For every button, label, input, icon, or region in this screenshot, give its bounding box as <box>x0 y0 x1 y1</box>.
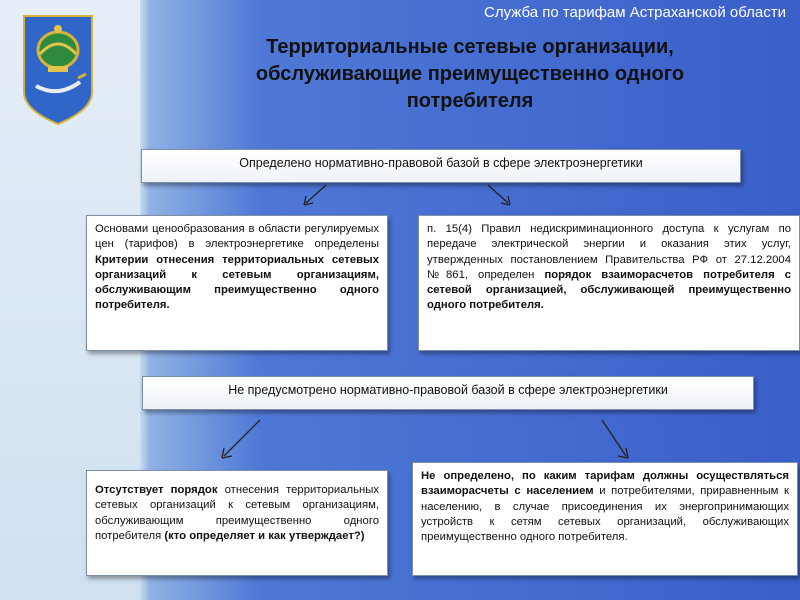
defined-right-box <box>418 215 800 351</box>
title-line: обслуживающие преимущественно одного <box>255 63 685 85</box>
title-line: Территориальные сетевые организации, <box>266 36 674 58</box>
box-text-bold: Не определено, по каким тарифам должны осуществляться взаиморасчеты с населением <box>421 470 789 498</box>
slide-title <box>160 34 780 115</box>
box-text: отнесения территориальных сетевых организаций к сетевым организациям, обслуживающим преимущественно одного потребителя <box>95 484 379 542</box>
arrow-down-right-icon <box>598 418 632 460</box>
defined-left-box <box>86 215 388 351</box>
box-text-bold: Критерии отнесения территориальных сетевых организаций к сетевым организациям, обслуживающим преимущественно одного потребителя. <box>95 253 379 312</box>
box-text: и потребителями, приравненным к населению, в случае присоединения их энергопринимающих устройств к сетям сетевых организаций, обслуживающих преимущественно одного потребителя. <box>421 485 789 544</box>
box-text-bold: Отсутствует порядок <box>95 484 218 496</box>
defined-heading: Определено нормативно-правовой базой в сфере электроэнергетики <box>141 149 741 183</box>
title-line: потребителя <box>406 90 534 112</box>
arrow-down-left-icon <box>218 418 264 460</box>
arrow-down-left-icon <box>300 183 330 207</box>
arrow-down-right-icon <box>484 183 514 207</box>
box-text: п. 15(4) Правил недискриминационного доступа к услугам по передаче электрической энергии и оказания этих услуг, утвержденных постановлением Правительства РФ от 27.12.2004 №861, определен <box>427 223 791 281</box>
not-defined-heading: Не предусмотрено нормативно-правовой базой в сфере электроэнергетики <box>142 376 754 410</box>
box-text-bold: порядок взаиморасчетов потребителя с сетевой организацией, обслуживающей преимущественно одного потребителя. <box>427 268 791 312</box>
not-defined-left-box <box>86 470 388 576</box>
coat-of-arms-icon <box>22 14 94 126</box>
box-text-bold: (кто определяет и как утверждает?) <box>164 529 365 542</box>
watermark: MyShared <box>605 538 730 568</box>
box-text: Основами ценообразования в области регулируемых цен (тарифов) в электроэнергетике определены <box>95 223 379 251</box>
organization-name: Служба по тарифам Астраханской области <box>483 4 786 21</box>
